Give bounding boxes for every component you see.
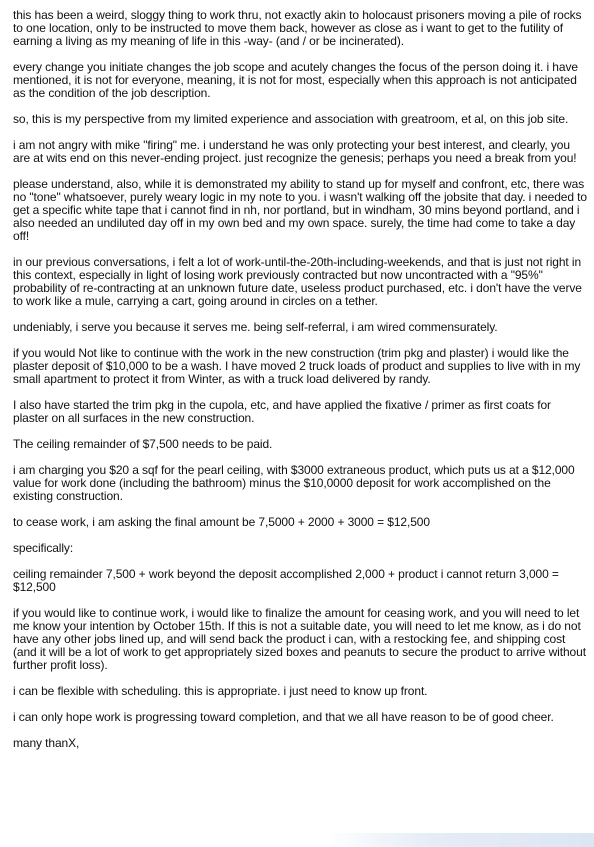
paragraph: please understand, also, while it is demonstrated my ability to stand up for myself and confront, etc, there was no "tone" whatsoever, purely weary logic in my note to you. i wasn't walking off the jobsite that day. i needed to get a specific white tape that i cannot find in nh, nor portland, but in windham, 30 mins beyond portland, and i also needed an undiluted day off in my own bed and my own space. surely, the time had come to take a day off! [13,177,587,243]
letter-text [13,9,589,750]
sign-off: many thanX, [13,736,80,750]
paragraph: to cease work, i am asking the final amount be 7,5000 + 2000 + 3000 = $12,500 [13,515,430,529]
paragraph: i can only hope work is progressing toward completion, and that we all have reason to be of good cheer. [13,710,554,724]
paragraph: The ceiling remainder of $7,500 needs to be paid. [13,437,273,451]
paragraph: every change you initiate changes the job scope and acutely changes the focus of the person doing it. i have mentioned, it is not for everyone, meaning, it is not for most, especially when this approach is not anticipated as the condition of the job description. [13,60,578,100]
paragraph: so, this is my perspective from my limited experience and association with greatroom, et al, on this job site. [13,112,569,126]
paragraph: if you would Not like to continue with the work in the new construction (trim pkg and plaster) i would like the plaster deposit of $10,000 to be a wash. I have moved 2 truck loads of product and supplies to live with in my small apartment to protect it from Winter, as with a truck load delivered by randy. [13,346,581,386]
paragraph: if you would like to continue work, i would like to finalize the amount for ceasing work, and you will need to let me know your intention by October 15th. If this is not a suitable date, you will need to let me know, as i do not have any other jobs lined up, and will send back the product i can, with a restocking fee, and shipping cost (and it will be a lot of work to get appropriately sized boxes and peanuts to secure the product to arrive without further profit loss). [13,606,586,672]
paragraph: this has been a weird, sloggy thing to work thru, not exactly akin to holocaust prisoners moving a pile of rocks to one location, only to be instructed to move them back, however as close as i want to get to the futility of earning a living as my meaning of life in this -way- (and / or be incinerated). [13,8,582,48]
paragraph: i can be flexible with scheduling. this is appropriate. i just need to know up front. [13,684,428,698]
paragraph: in our previous conversations, i felt a lot of work-until-the-20th-including-weekends, and that is just not right in this context, especially in light of losing work previously contracted but now uncontracted with a "95%" probability of re-contracting at an unknown future date, useless product purchased, etc. i don't have the verve to work like a mule, carrying a cart, going around in circles on a tether. [13,255,582,308]
paragraph: undeniably, i serve you because it serves me. being self-referral, i am wired commensurately. [13,320,498,334]
paragraph: i am charging you $20 a sqf for the pearl ceiling, with $3000 extraneous product, which puts us at a $12,000 value for work done (including the bathroom) minus the $10,0000 deposit for work accomplished on the existing construction. [13,463,575,503]
paragraph: specifically: [13,541,74,555]
paragraph: ceiling remainder 7,500 + work beyond the deposit accomplished 2,000 + product i cannot return 3,000 = $12,500 [13,567,559,594]
paragraph: i am not angry with mike "firing" me. i understand he was only protecting your best interest, and clearly, you are at wits end on this never-ending project. just recognize the genesis; perhaps you need a break from you! [13,138,577,165]
window-edge-shade [324,833,594,847]
paragraph: I also have started the trim pkg in the cupola, etc, and have applied the fixative / primer as first coats for plaster on all surfaces in the new construction. [13,398,551,425]
